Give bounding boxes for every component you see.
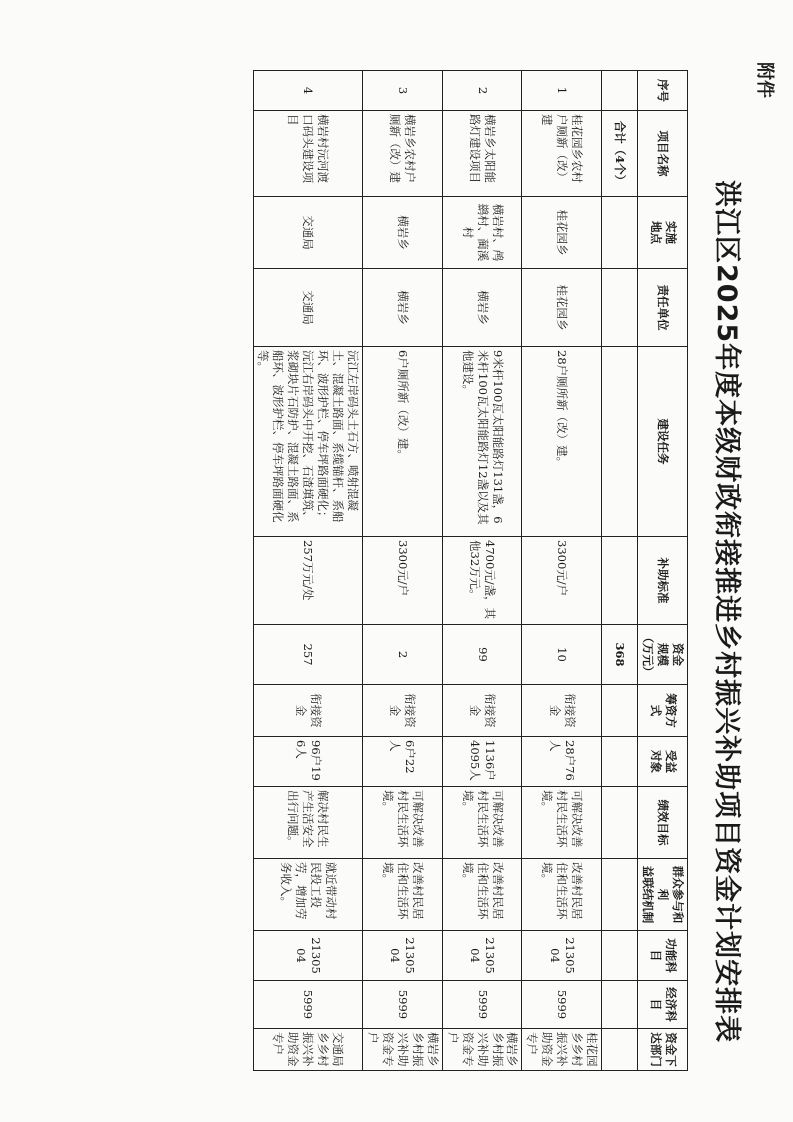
total-row xyxy=(602,71,638,1071)
cell-goal: 可解决改善村民生活环境。 xyxy=(442,787,522,859)
table-body xyxy=(253,71,638,1071)
cell-dept: 桂花园乡乡村振兴补助资金专户 xyxy=(522,1029,602,1071)
cell-funding: 衔接资金 xyxy=(253,685,363,737)
cell-func: 2130504 xyxy=(522,931,602,981)
cell-standard: 257万元/处 xyxy=(253,537,363,625)
cell-beneficiary: 28户76人 xyxy=(522,737,602,787)
cell-econ: 5999 xyxy=(442,981,522,1029)
cell-dept: 横岩乡乡村振兴补助资金专户 xyxy=(363,1029,443,1071)
cell-location: 横岩乡 xyxy=(363,197,443,269)
cell-econ: 5999 xyxy=(522,981,602,1029)
cell-goal: 解决村民生产生活安全出行问题。 xyxy=(253,787,363,859)
col-header-amount: 资金 规模 （万元） xyxy=(638,625,688,685)
cell-task: 沅江左岸码头土石方、喷射混凝土、混凝土路面、系缆锚杆、系船环、波形护栏、停车坪路面硬化；沅江右岸码头中开挖、石渣填筑、浆砌块片石防护、混凝土路面、系船环、波形护栏、停车坪路面硬化等。 xyxy=(253,347,363,537)
table-row xyxy=(442,71,522,1071)
cell-beneficiary: 1136户4095人 xyxy=(442,737,522,787)
cell-beneficiary: 6户22人 xyxy=(363,737,443,787)
cell-name: 横岩乡太阳能路灯建设项目 xyxy=(442,111,522,197)
attachment-label: 附件 xyxy=(754,62,775,98)
col-header-funding: 筹资方式 xyxy=(638,685,688,737)
cell-dept: 横岩乡乡村振兴补助资金专户 xyxy=(442,1029,522,1071)
col-header-func: 功能科目 xyxy=(638,931,688,981)
cell-standard: 3300元/户 xyxy=(363,537,443,625)
cell-no: 4 xyxy=(253,71,363,111)
cell-location: 桂花园乡 xyxy=(522,197,602,269)
col-header-location: 实施 地点 xyxy=(638,197,688,269)
cell-unit: 横岩乡 xyxy=(363,269,443,347)
cell-func: 2130504 xyxy=(363,931,443,981)
table-row xyxy=(522,71,602,1071)
col-header-unit: 责任单位 xyxy=(638,269,688,347)
col-header-econ: 经济科目 xyxy=(638,981,688,1029)
cell-task: 28户厕所新（改）建。 xyxy=(522,347,602,537)
total-label: 合计（4个） xyxy=(602,111,638,197)
col-header-goal: 绩效目标 xyxy=(638,787,688,859)
cell-funding: 衔接资金 xyxy=(442,685,522,737)
cell-mechanism: 改善村民居住和生活环境。 xyxy=(442,859,522,931)
col-header-dept: 资金下达部门 xyxy=(638,1029,688,1071)
cell-standard: 4700元/盏，其他32万元。 xyxy=(442,537,522,625)
cell-task: 9米杆100瓦太阳能路灯131盏，6米杆100瓦太阳能路灯12盏以及其他建设。 xyxy=(442,347,522,537)
cell-unit: 交通局 xyxy=(253,269,363,347)
cell-amount: 10 xyxy=(522,625,602,685)
cell-func: 2130504 xyxy=(253,931,363,981)
cell-amount: 99 xyxy=(442,625,522,685)
cell-econ: 5999 xyxy=(363,981,443,1029)
col-header-beneficiary: 受益 对象 xyxy=(638,737,688,787)
cell-no: 3 xyxy=(363,71,443,111)
col-header-no: 序号 xyxy=(638,71,688,111)
cell-unit: 桂花园乡 xyxy=(522,269,602,347)
fund-plan-table xyxy=(253,70,688,1071)
cell-goal: 可解决改善村民生活环境。 xyxy=(522,787,602,859)
total-amount: 368 xyxy=(602,625,638,685)
cell-mechanism: 改善村民居住和生活环境。 xyxy=(522,859,602,931)
cell-func: 2130504 xyxy=(442,931,522,981)
cell-funding: 衔接资金 xyxy=(522,685,602,737)
table-header-row xyxy=(638,71,688,1071)
cell-funding: 衔接资金 xyxy=(363,685,443,737)
cell-location: 交通局 xyxy=(253,197,363,269)
col-header-standard: 补助标准 xyxy=(638,537,688,625)
cell-amount: 257 xyxy=(253,625,363,685)
cell-no: 1 xyxy=(522,71,602,111)
cell-beneficiary: 96户196人 xyxy=(253,737,363,787)
table-row xyxy=(253,71,363,1071)
cell-no: 2 xyxy=(442,71,522,111)
cell-name: 横岩村沅河渡口码头建设项目 xyxy=(253,111,363,197)
cell-unit: 横岩乡 xyxy=(442,269,522,347)
cell-mechanism: 改善村民居住和生活环境。 xyxy=(363,859,443,931)
col-header-task: 建设任务 xyxy=(638,347,688,537)
cell-name: 桂花园乡农村户厕新（改）建 xyxy=(522,111,602,197)
cell-standard: 3300元/户 xyxy=(522,537,602,625)
cell-task: 6户厕所新（改）建。 xyxy=(363,347,443,537)
cell-name: 横岩乡农村户厕新（改）建 xyxy=(363,111,443,197)
col-header-mechanism: 群众参与和利 益联结机制 xyxy=(638,859,688,931)
cell-amount: 2 xyxy=(363,625,443,685)
table-row xyxy=(363,71,443,1071)
cell-location: 横岩村、鸬鹚村、蔺溪村 xyxy=(442,197,522,269)
cell-econ: 5999 xyxy=(253,981,363,1029)
cell-mechanism: 就近带动村民投工投劳，增加劳务收入。 xyxy=(253,859,363,931)
cell-dept: 交通局乡乡村振兴补助资金专户 xyxy=(253,1029,363,1071)
page-title: 洪江区2025年度本级财政衔接推进乡村振兴补助项目资金计划安排表 xyxy=(711,180,742,1044)
cell-goal: 可解决改善村民生活环境。 xyxy=(363,787,443,859)
col-header-name: 项目名称 xyxy=(638,111,688,197)
